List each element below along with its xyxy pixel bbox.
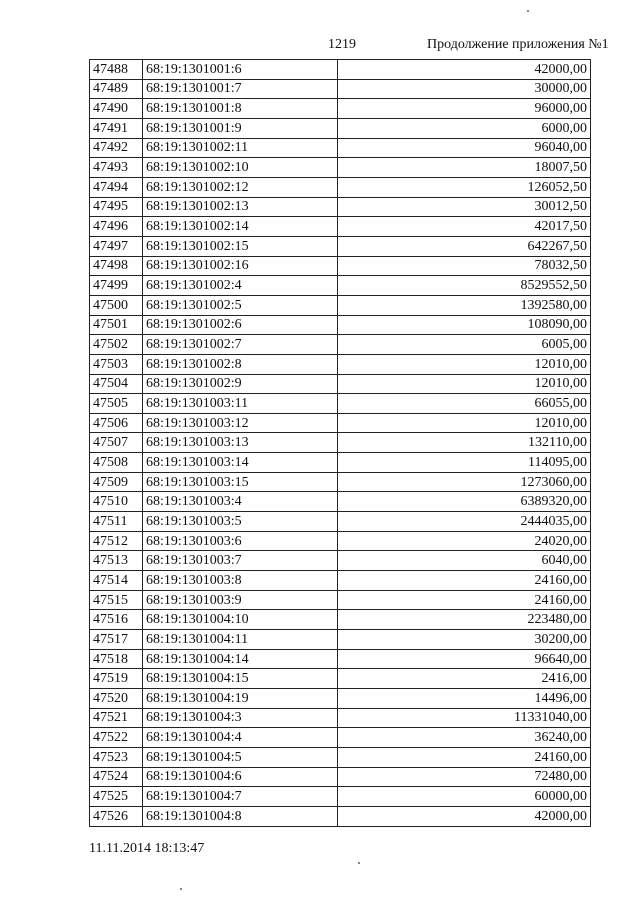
cadastral-number: 68:19:1301004:11 xyxy=(143,630,338,650)
cadastral-number: 68:19:1301002:5 xyxy=(143,295,338,315)
row-number: 47521 xyxy=(90,708,143,728)
table-row xyxy=(90,354,591,374)
cadastral-number: 68:19:1301004:19 xyxy=(143,689,338,709)
cadastral-number: 68:19:1301002:6 xyxy=(143,315,338,335)
page-number: 1219 xyxy=(328,37,356,52)
cadastral-number: 68:19:1301004:8 xyxy=(143,806,338,826)
cadastral-number: 68:19:1301002:8 xyxy=(143,354,338,374)
cadastral-value: 11331040,00 xyxy=(338,708,591,728)
cadastral-number: 68:19:1301003:4 xyxy=(143,492,338,512)
cadastral-number: 68:19:1301004:14 xyxy=(143,649,338,669)
row-number: 47497 xyxy=(90,236,143,256)
table-row xyxy=(90,158,591,178)
row-number: 47491 xyxy=(90,118,143,138)
table-row xyxy=(90,492,591,512)
cadastral-value: 18007,50 xyxy=(338,158,591,178)
cadastral-value: 24020,00 xyxy=(338,531,591,551)
cadastral-value: 12010,00 xyxy=(338,354,591,374)
cadastral-value: 78032,50 xyxy=(338,256,591,276)
cadastral-number: 68:19:1301004:7 xyxy=(143,787,338,807)
table-row xyxy=(90,689,591,709)
row-number: 47502 xyxy=(90,335,143,355)
cadastral-value: 66055,00 xyxy=(338,394,591,414)
row-number: 47494 xyxy=(90,177,143,197)
cadastral-value: 2444035,00 xyxy=(338,512,591,532)
row-number: 47503 xyxy=(90,354,143,374)
cadastral-value: 6000,00 xyxy=(338,118,591,138)
cadastral-value: 8529552,50 xyxy=(338,276,591,296)
cadastral-value: 60000,00 xyxy=(338,787,591,807)
row-number: 47523 xyxy=(90,747,143,767)
table-row xyxy=(90,295,591,315)
table-row xyxy=(90,118,591,138)
table-row xyxy=(90,315,591,335)
row-number: 47524 xyxy=(90,767,143,787)
cadastral-number: 68:19:1301004:6 xyxy=(143,767,338,787)
cadastral-value: 96640,00 xyxy=(338,649,591,669)
cadastral-number: 68:19:1301002:13 xyxy=(143,197,338,217)
page-header xyxy=(0,37,640,57)
table-row xyxy=(90,551,591,571)
table-row xyxy=(90,669,591,689)
table-row xyxy=(90,767,591,787)
table-row xyxy=(90,453,591,473)
table-row xyxy=(90,610,591,630)
table-row xyxy=(90,728,591,748)
row-number: 47516 xyxy=(90,610,143,630)
cadastral-value: 223480,00 xyxy=(338,610,591,630)
cadastral-number: 68:19:1301002:4 xyxy=(143,276,338,296)
cadastral-number: 68:19:1301003:15 xyxy=(143,472,338,492)
cadastral-value: 30000,00 xyxy=(338,79,591,99)
table-row xyxy=(90,806,591,826)
cadastral-value: 2416,00 xyxy=(338,669,591,689)
scan-speck xyxy=(358,862,360,864)
cadastral-value: 72480,00 xyxy=(338,767,591,787)
cadastral-number: 68:19:1301003:5 xyxy=(143,512,338,532)
table-row xyxy=(90,177,591,197)
cadastral-value: 24160,00 xyxy=(338,571,591,591)
cadastral-value: 24160,00 xyxy=(338,590,591,610)
cadastral-number: 68:19:1301003:14 xyxy=(143,453,338,473)
cadastral-value: 126052,50 xyxy=(338,177,591,197)
row-number: 47498 xyxy=(90,256,143,276)
row-number: 47517 xyxy=(90,630,143,650)
scan-speck xyxy=(527,10,529,12)
table-row xyxy=(90,531,591,551)
cadastral-value: 42000,00 xyxy=(338,806,591,826)
table-row xyxy=(90,413,591,433)
row-number: 47500 xyxy=(90,295,143,315)
table-row xyxy=(90,99,591,119)
appendix-label: Продолжение приложения №1 xyxy=(427,37,609,52)
cadastral-number: 68:19:1301004:4 xyxy=(143,728,338,748)
row-number: 47515 xyxy=(90,590,143,610)
cadastral-number: 68:19:1301002:7 xyxy=(143,335,338,355)
cadastral-value: 24160,00 xyxy=(338,747,591,767)
table-row xyxy=(90,335,591,355)
table-row xyxy=(90,649,591,669)
cadastral-value: 1273060,00 xyxy=(338,472,591,492)
row-number: 47492 xyxy=(90,138,143,158)
table-row xyxy=(90,276,591,296)
row-number: 47501 xyxy=(90,315,143,335)
cadastral-number: 68:19:1301003:8 xyxy=(143,571,338,591)
cadastral-number: 68:19:1301003:13 xyxy=(143,433,338,453)
cadastral-number: 68:19:1301003:6 xyxy=(143,531,338,551)
cadastral-value: 6005,00 xyxy=(338,335,591,355)
cadastral-number: 68:19:1301004:3 xyxy=(143,708,338,728)
row-number: 47513 xyxy=(90,551,143,571)
cadastral-number: 68:19:1301002:14 xyxy=(143,217,338,237)
table-row xyxy=(90,787,591,807)
table-row xyxy=(90,138,591,158)
row-number: 47519 xyxy=(90,669,143,689)
table-row xyxy=(90,590,591,610)
table-row xyxy=(90,433,591,453)
row-number: 47525 xyxy=(90,787,143,807)
table-row xyxy=(90,256,591,276)
row-number: 47496 xyxy=(90,217,143,237)
cadastral-number: 68:19:1301001:9 xyxy=(143,118,338,138)
row-number: 47511 xyxy=(90,512,143,532)
cadastral-number: 68:19:1301002:10 xyxy=(143,158,338,178)
row-number: 47508 xyxy=(90,453,143,473)
row-number: 47514 xyxy=(90,571,143,591)
table-row xyxy=(90,374,591,394)
table-row xyxy=(90,60,591,80)
cadastral-number: 68:19:1301003:11 xyxy=(143,394,338,414)
cadastral-number: 68:19:1301004:10 xyxy=(143,610,338,630)
cadastral-number: 68:19:1301001:6 xyxy=(143,60,338,80)
cadastral-number: 68:19:1301003:12 xyxy=(143,413,338,433)
row-number: 47495 xyxy=(90,197,143,217)
cadastral-value: 6040,00 xyxy=(338,551,591,571)
cadastral-value: 132110,00 xyxy=(338,433,591,453)
cadastral-number: 68:19:1301003:9 xyxy=(143,590,338,610)
row-number: 47509 xyxy=(90,472,143,492)
row-number: 47490 xyxy=(90,99,143,119)
row-number: 47507 xyxy=(90,433,143,453)
print-timestamp: 11.11.2014 18:13:47 xyxy=(89,841,205,856)
row-number: 47510 xyxy=(90,492,143,512)
row-number: 47512 xyxy=(90,531,143,551)
scan-speck xyxy=(180,888,182,890)
cadastral-value: 6389320,00 xyxy=(338,492,591,512)
cadastral-number: 68:19:1301004:15 xyxy=(143,669,338,689)
row-number: 47504 xyxy=(90,374,143,394)
table-row xyxy=(90,630,591,650)
cadastral-value: 36240,00 xyxy=(338,728,591,748)
row-number: 47493 xyxy=(90,158,143,178)
table-row xyxy=(90,394,591,414)
cadastral-number: 68:19:1301001:8 xyxy=(143,99,338,119)
cadastral-number: 68:19:1301002:16 xyxy=(143,256,338,276)
cadastral-value: 30012,50 xyxy=(338,197,591,217)
cadastral-number: 68:19:1301004:5 xyxy=(143,747,338,767)
row-number: 47505 xyxy=(90,394,143,414)
row-number: 47520 xyxy=(90,689,143,709)
table-row xyxy=(90,197,591,217)
row-number: 47488 xyxy=(90,60,143,80)
row-number: 47526 xyxy=(90,806,143,826)
table-row xyxy=(90,236,591,256)
row-number: 47506 xyxy=(90,413,143,433)
table-row xyxy=(90,747,591,767)
table-row xyxy=(90,571,591,591)
table-row xyxy=(90,217,591,237)
row-number: 47518 xyxy=(90,649,143,669)
cadastral-value: 42000,00 xyxy=(338,60,591,80)
cadastral-value: 108090,00 xyxy=(338,315,591,335)
table-row xyxy=(90,708,591,728)
row-number: 47499 xyxy=(90,276,143,296)
table-row xyxy=(90,79,591,99)
cadastral-number: 68:19:1301002:12 xyxy=(143,177,338,197)
cadastral-value: 12010,00 xyxy=(338,413,591,433)
cadastral-value: 642267,50 xyxy=(338,236,591,256)
cadastral-number: 68:19:1301002:9 xyxy=(143,374,338,394)
cadastral-value: 114095,00 xyxy=(338,453,591,473)
table-body xyxy=(90,60,591,827)
cadastral-number: 68:19:1301002:11 xyxy=(143,138,338,158)
cadastral-table xyxy=(89,59,591,827)
cadastral-value: 96040,00 xyxy=(338,138,591,158)
table-row xyxy=(90,472,591,492)
cadastral-value: 42017,50 xyxy=(338,217,591,237)
cadastral-value: 96000,00 xyxy=(338,99,591,119)
cadastral-value: 14496,00 xyxy=(338,689,591,709)
cadastral-number: 68:19:1301001:7 xyxy=(143,79,338,99)
cadastral-value: 12010,00 xyxy=(338,374,591,394)
table-row xyxy=(90,512,591,532)
row-number: 47522 xyxy=(90,728,143,748)
row-number: 47489 xyxy=(90,79,143,99)
cadastral-value: 30200,00 xyxy=(338,630,591,650)
cadastral-number: 68:19:1301003:7 xyxy=(143,551,338,571)
cadastral-value: 1392580,00 xyxy=(338,295,591,315)
cadastral-number: 68:19:1301002:15 xyxy=(143,236,338,256)
